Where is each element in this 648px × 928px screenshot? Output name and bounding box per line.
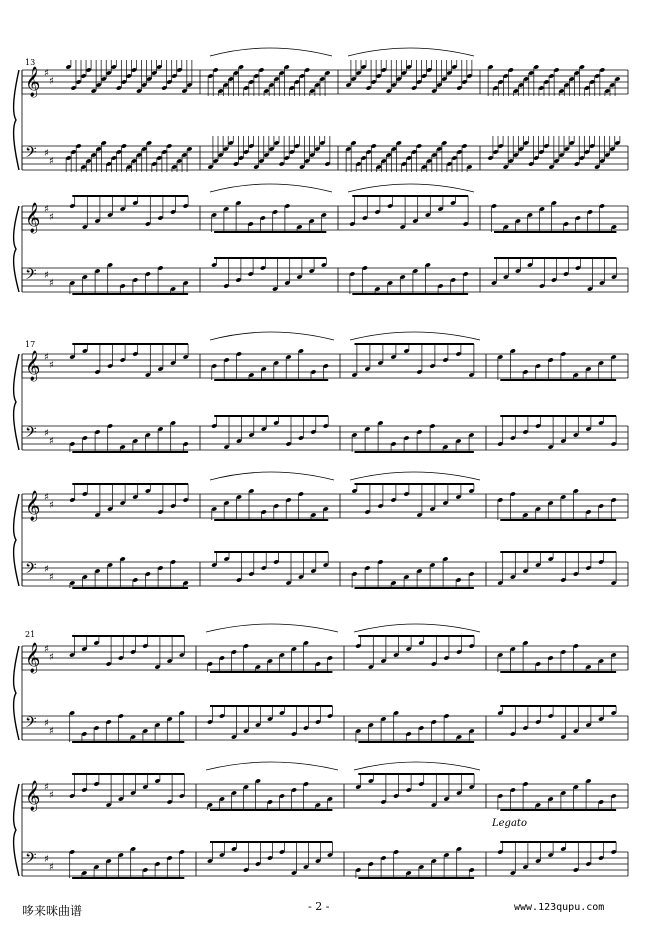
legato-marking: Legato xyxy=(492,818,527,829)
bass-clef-icon: 𝄢 xyxy=(25,560,37,581)
slur xyxy=(206,624,338,632)
site-name: 哆来咪曲谱 xyxy=(22,904,83,918)
slur xyxy=(354,762,480,770)
sharp-icon: ♯ xyxy=(49,500,54,511)
bass-clef-icon: 𝄢 xyxy=(25,850,37,871)
brace xyxy=(14,646,19,740)
sharp-icon: ♯ xyxy=(49,436,54,447)
slur xyxy=(210,332,334,340)
brace xyxy=(14,354,19,450)
bass-clef-icon: 𝄢 xyxy=(25,144,37,165)
sharp-icon: ♯ xyxy=(49,862,54,873)
slur xyxy=(348,48,474,56)
brace xyxy=(14,206,19,292)
sharp-icon: ♯ xyxy=(49,212,54,223)
slur xyxy=(210,184,332,192)
site-url: www.123qupu.com xyxy=(514,902,605,913)
slur xyxy=(210,48,332,56)
sharp-icon: ♯ xyxy=(44,782,49,793)
bass-clef-icon: 𝄢 xyxy=(25,714,37,735)
sharp-icon: ♯ xyxy=(44,148,49,159)
measure-number-system-3: 21 xyxy=(25,630,36,639)
sharp-icon: ♯ xyxy=(44,718,49,729)
sharp-icon: ♯ xyxy=(49,278,54,289)
slur xyxy=(348,184,474,192)
bass-clef-icon: 𝄢 xyxy=(25,266,37,287)
treble-clef-icon: 𝄞 xyxy=(25,643,41,673)
sharp-icon: ♯ xyxy=(49,652,54,663)
treble-clef-icon: 𝄞 xyxy=(25,67,41,97)
sharp-icon: ♯ xyxy=(49,572,54,583)
treble-clef-icon: 𝄞 xyxy=(25,491,41,521)
page-number: - 2 - xyxy=(308,900,330,913)
brace xyxy=(14,70,19,170)
slur xyxy=(206,762,338,770)
brace xyxy=(14,494,19,586)
measure-number-system-2: 17 xyxy=(25,340,36,349)
sharp-icon: ♯ xyxy=(49,790,54,801)
sharp-icon: ♯ xyxy=(49,360,54,371)
sharp-icon: ♯ xyxy=(44,492,49,503)
slur xyxy=(350,472,480,480)
brace xyxy=(14,784,19,876)
sharp-icon: ♯ xyxy=(49,156,54,167)
treble-clef-icon: 𝄞 xyxy=(25,351,41,381)
sharp-icon: ♯ xyxy=(49,726,54,737)
sharp-icon: ♯ xyxy=(49,76,54,87)
bass-clef-icon: 𝄢 xyxy=(25,424,37,445)
sharp-icon: ♯ xyxy=(44,428,49,439)
sharp-icon: ♯ xyxy=(44,68,49,79)
slur xyxy=(354,624,480,632)
slur xyxy=(210,472,334,480)
sharp-icon: ♯ xyxy=(44,644,49,655)
sharp-icon: ♯ xyxy=(44,352,49,363)
treble-clef-icon: 𝄞 xyxy=(25,781,41,811)
sharp-icon: ♯ xyxy=(44,204,49,215)
sharp-icon: ♯ xyxy=(44,854,49,865)
sharp-icon: ♯ xyxy=(44,564,49,575)
slur xyxy=(350,332,480,340)
measure-number-system-1: 13 xyxy=(25,58,36,67)
sharp-icon: ♯ xyxy=(44,270,49,281)
treble-clef-icon: 𝄞 xyxy=(25,203,41,233)
